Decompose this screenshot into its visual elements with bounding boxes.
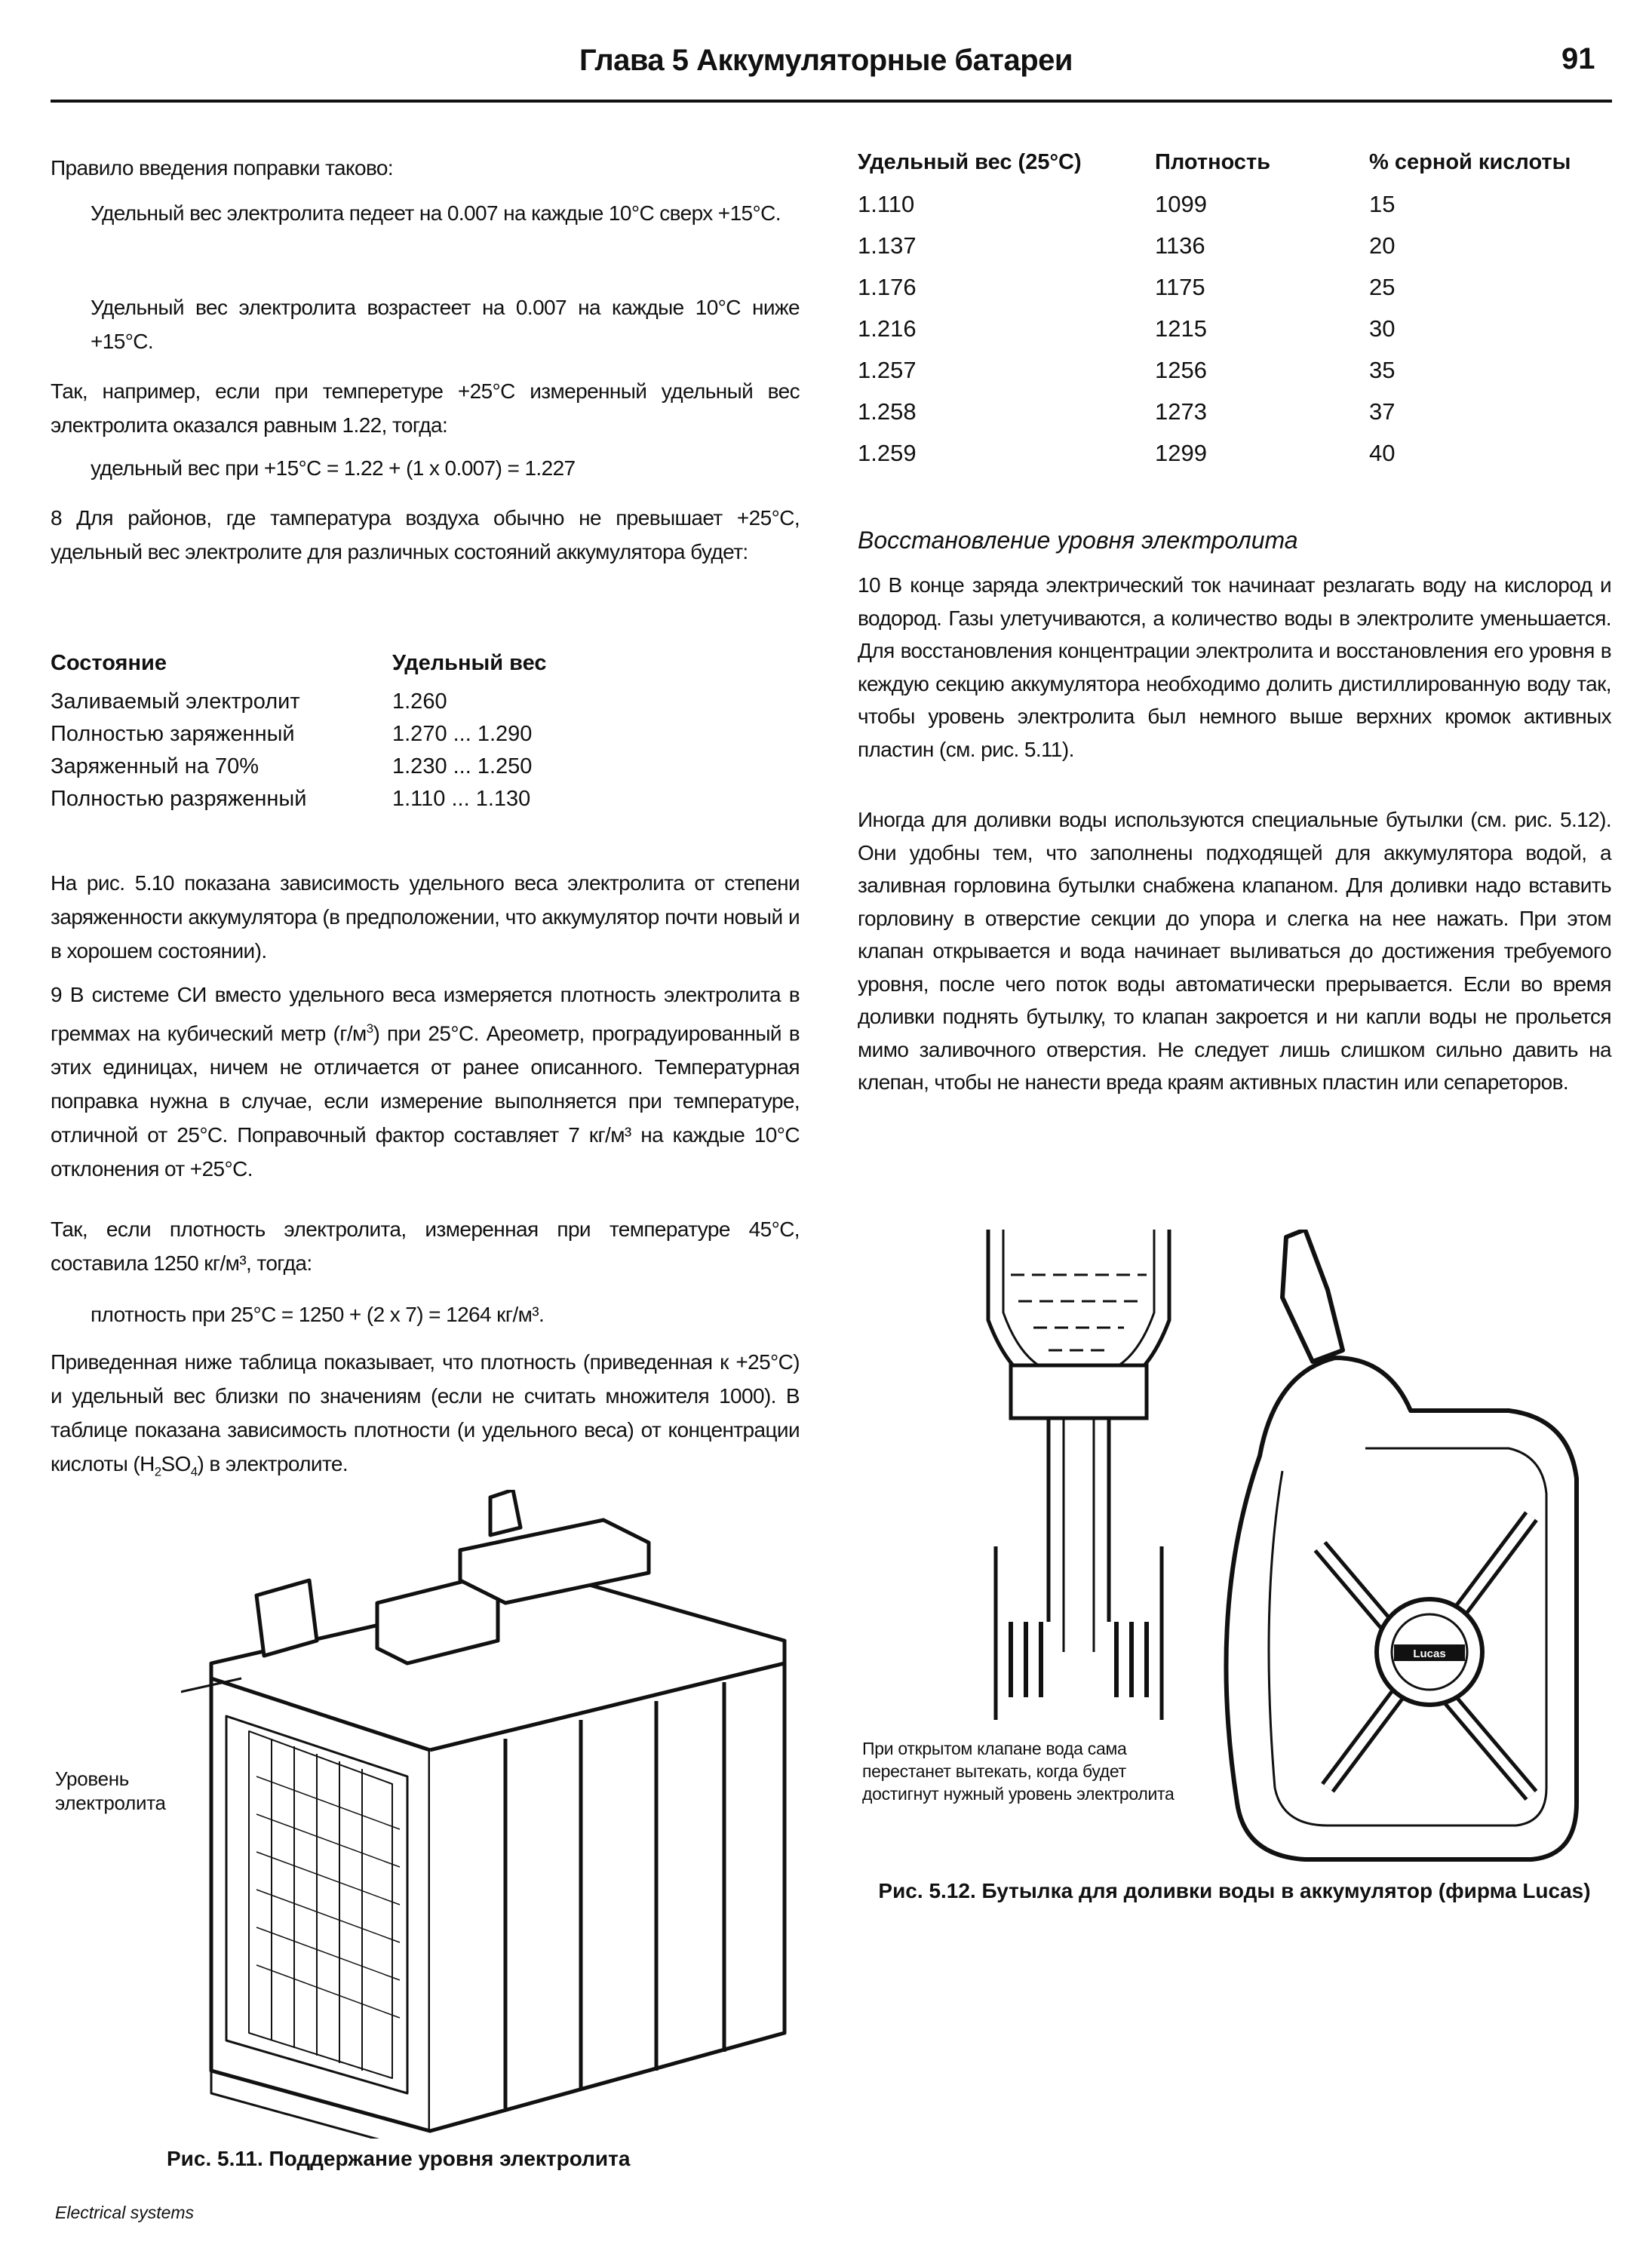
acid-percent-cell: 25 [1369, 274, 1396, 300]
density-cell: 1175 [1155, 274, 1205, 300]
rule-item-2: Удельный вес электролита возрастеет на 0.007 на каждые 10°С ниже +15°С. [91, 296, 800, 353]
acid-table-row [858, 349, 1611, 391]
acid-percent-cell: 40 [1369, 440, 1396, 466]
density-cell: 1215 [1155, 315, 1207, 342]
acid-percent-cell: 37 [1369, 398, 1396, 425]
paragraph-9: 9 В системе СИ вместо удельного веса измеряется плотность электролита в греммах на кубический метр $(г/м^3)$ при 25°С. Ареометр, проградуированный в этих единицах, ничем не отличается от ранее описанного. Температурная поправка нужна в случае, если измерение выполняется при температуре, отличной от 25°С. Поправочный фактор составляет 7 кг/м³ на каждые 10°С отклонения от +25°С. [51, 983, 800, 1181]
paragraph-8: 8 Для районов, где тампература воздуха обычно не превышает +25°С, удельный вес электролите для различных состояний аккумулятора будет: [51, 506, 800, 563]
specific-gravity-cell: 1.259 [858, 440, 917, 466]
electrolyte-level-label: Уровень электролита [55, 1767, 166, 1814]
fig511-caption: Рис. 5.11. Поддержание уровня электролита [167, 2147, 631, 2170]
lucas-bottle-illustration [1214, 1230, 1584, 1867]
example-paragraph: Так, например, если при темперетуре +25°С измеренный удельный вес электролита оказался равным 1.22, тогда: [51, 379, 800, 437]
state-cell: Полностью заряженный [51, 722, 295, 746]
specific-gravity-cell: 1.110 [858, 191, 915, 217]
acid-percent-cell: 30 [1369, 315, 1396, 342]
acid-table-header: Удельный вес (25°С) Плотность % серной кислоты [858, 150, 1571, 174]
acid-percent-cell: 20 [1369, 232, 1396, 259]
state-table-row [51, 751, 800, 783]
state-table [51, 647, 800, 815]
acid-percent-cell: 35 [1369, 357, 1396, 383]
paragraph-bottle: Иногда для доливки воды используются специальные бутылки (см. рис. 5.12). Они удобны тем, что заполнены подходящей для аккумулятора водой, а заливная горловина бутылки снабжена клапаном. Для доливки надо вставить горловину в отверстие секции до упора и слегка на нее нажать. При этом клапан открывается и вода начинает выливаться до достижения требуемого уровня, после чего поток воды автоматически прерывается. Если во время доливки поднять бутылку, то клапан закроется и ни капли воды не прольется мимо заливочного отверстия. Не следует лишь слишком сильно давить на клепан, чтобы не нанести вреда краям активных пластин или сепареторов. [858, 808, 1611, 1094]
fig512-caption: Рис. 5.12. Бутылка для доливки воды в аккумулятор (фирма Lucas) [878, 1879, 1591, 1902]
acid-table-row [858, 391, 1611, 432]
footer-section: Electrical systems [55, 2203, 195, 2222]
specific-gravity-cell: 1.176 [858, 274, 917, 300]
rule-intro: Правило введения поправки таково: [51, 156, 394, 180]
state-table-row [51, 718, 800, 751]
density-cell: 1256 [1155, 357, 1207, 383]
paragraph-10: 10 В конце заряда электрический ток начинаат резлагать воду на кислород и водород. Газы улетучиваются, а количество воды в электролите уменьшается. Для восстановления концентрации электролита и восстановления его уровня в кеждую секцию аккумулятора необходимо долить дистиллированную воду так, чтобы уровень электролита был немного выше верхних кромок активных пластин (см. рис. 5.11). [858, 573, 1611, 761]
specific-gravity-cell: 1.270 ... 1.290 [392, 722, 533, 746]
specific-gravity-cell: 1.110 ... 1.130 [392, 787, 531, 811]
acid-table-row [858, 183, 1611, 225]
acid-table-row [858, 308, 1611, 349]
specific-gravity-cell: 1.216 [858, 315, 917, 342]
acid-table-row [858, 432, 1611, 474]
state-cell: Заливаемый электролит [51, 689, 300, 714]
paragraph-fig510: На рис. 5.10 показана зависимость удельного веса электролита от степени заряженности аккумулятора (в предположении, что аккумулятор почти новый и в хорошем состоянии). [51, 871, 800, 963]
acid-table-row [858, 266, 1611, 308]
filler-valve-cutaway-illustration [981, 1230, 1184, 1727]
example-2-paragraph: Так, если плотность электролита, измеренная при температуре 45°С, составила 1250 кг/м³, тогда: [51, 1217, 800, 1275]
specific-gravity-cell: 1.260 [392, 689, 447, 714]
density-cell: 1099 [1155, 191, 1207, 217]
paragraph-table-intro: Приведенная ниже таблица показывает, что плотность (приведенная к +25°С) и удельный вес близки по значениям (если не считать множителя 1000). В таблице показана зависимость плотности (и удельного веса) от концентрации кислоты $(H_2SO_4)$ в электролите. [51, 1350, 800, 1479]
specific-gravity-cell: 1.258 [858, 398, 917, 425]
formula-2: плотность при 25°С = 1250 + (2 x 7) = 1264 кг/м³. [91, 1303, 545, 1326]
density-cell: 1299 [1155, 440, 1207, 466]
density-cell: 1273 [1155, 398, 1207, 425]
state-table-header: Состояние Удельный вес [51, 651, 547, 675]
formula-1: удельный вес при +15°С = 1.22 + (1 x 0.007) = 1.227 [91, 456, 576, 480]
acid-table-row [858, 225, 1611, 266]
acid-table [858, 142, 1611, 474]
section-heading: Восстановление уровня электролита [858, 527, 1298, 554]
density-cell: 1136 [1155, 232, 1205, 259]
bottle-logo: Lucas [1413, 1647, 1446, 1660]
rule-item-1: Удельный вес электролита педеет на 0.007 на каждые 10°С сверх +15°С. [91, 201, 781, 225]
fig512-note: При открытом клапане вода сама перестанет вытекать, когда будет достигнут нужный уровень электролита [862, 1739, 1175, 1804]
acid-percent-cell: 15 [1369, 191, 1396, 217]
state-cell: Заряженный на 70% [51, 754, 259, 778]
header-rule [51, 100, 1612, 103]
specific-gravity-cell: 1.137 [858, 232, 917, 259]
state-cell: Полностью разряженный [51, 787, 307, 811]
chapter-title: Глава 5 Аккумуляторные батареи [579, 44, 1073, 77]
page-number: 91 [1561, 42, 1595, 75]
specific-gravity-cell: 1.230 ... 1.250 [392, 754, 533, 778]
battery-cutaway-illustration [181, 1490, 807, 2139]
state-table-row [51, 686, 800, 718]
specific-gravity-cell: 1.257 [858, 357, 917, 383]
state-table-row [51, 783, 800, 815]
